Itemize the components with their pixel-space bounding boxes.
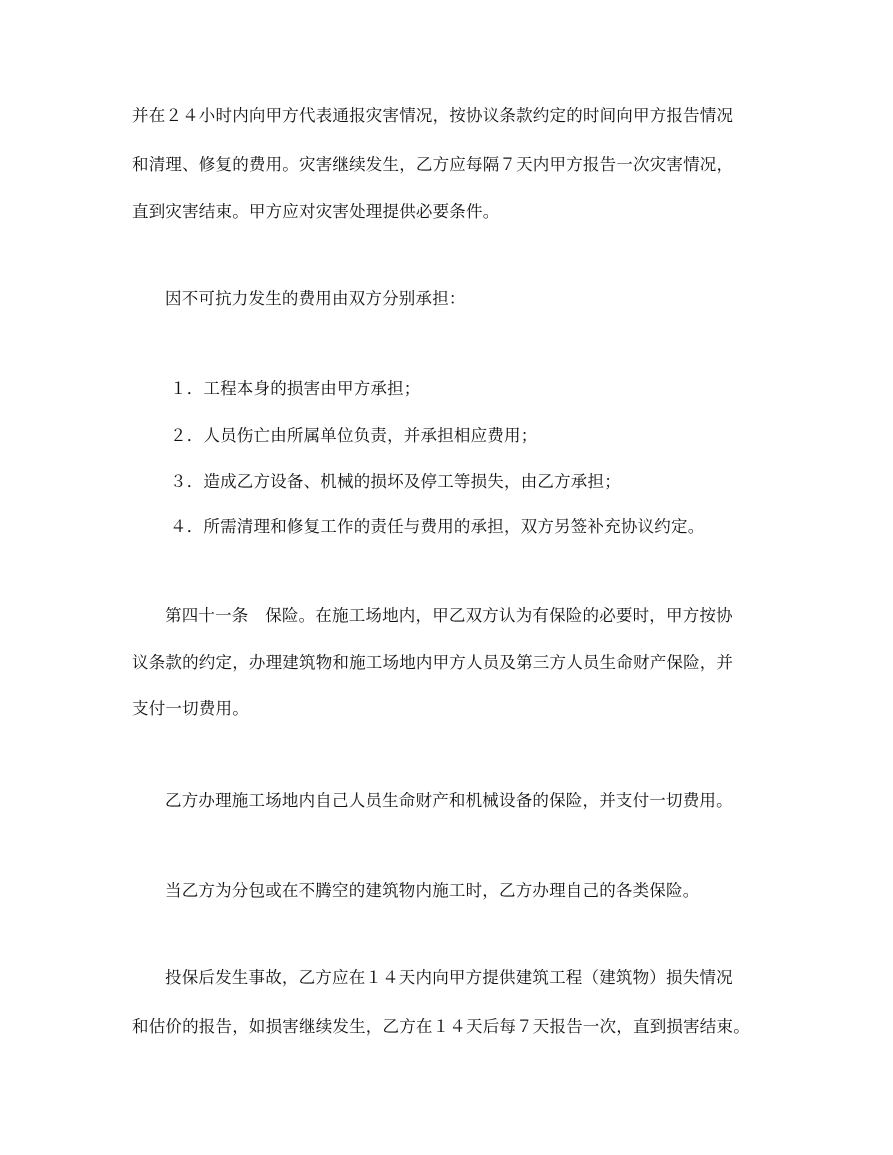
- list-item-1: １．工程本身的损害由甲方承担；: [170, 379, 421, 398]
- paragraph-4: 乙方办理施工场地内自己人员生命财产和机械设备的保险，并支付一切费用。: [165, 791, 733, 810]
- paragraph-6-line-2: 和估价的报告，如损害继续发生，乙方在１４天后每７天报告一次，直到损害结束。: [132, 1017, 750, 1036]
- paragraph-1-line-1: 并在２４小时内向甲方代表通报灾害情况，按协议条款约定的时间向甲方报告情况: [132, 106, 734, 125]
- paragraph-3-line-3: 支付一切费用。: [132, 699, 249, 718]
- paragraph-1-line-2: 和清理、修复的费用。灾害继续发生，乙方应每隔７天内甲方报告一次灾害情况，: [132, 155, 734, 174]
- list-item-2: ２．人员伤亡由所属单位负责，并承担相应费用；: [170, 426, 538, 445]
- paragraph-1-line-3: 直到灾害结束。甲方应对灾害处理提供必要条件。: [132, 202, 500, 221]
- paragraph-5: 当乙方为分包或在不腾空的建筑物内施工时，乙方办理自己的各类保险。: [165, 881, 700, 900]
- paragraph-6-line-1: 投保后发生事故，乙方应在１４天内向甲方提供建筑工程（建筑物）损失情况: [165, 968, 733, 987]
- paragraph-3-line-1: 第四十一条 保险。在施工场地内，甲乙双方认为有保险的必要时，甲方按协: [165, 606, 733, 625]
- paragraph-3-line-2: 议条款的约定，办理建筑物和施工场地内甲方人员及第三方人员生命财产保险，并: [132, 653, 734, 672]
- list-item-4: ４．所需清理和修复工作的责任与费用的承担，双方另签补充协议约定。: [170, 517, 705, 536]
- paragraph-2: 因不可抗力发生的费用由双方分别承担：: [165, 289, 466, 308]
- list-item-3: ３．造成乙方设备、机械的损坏及停工等损失，由乙方承担；: [170, 472, 621, 491]
